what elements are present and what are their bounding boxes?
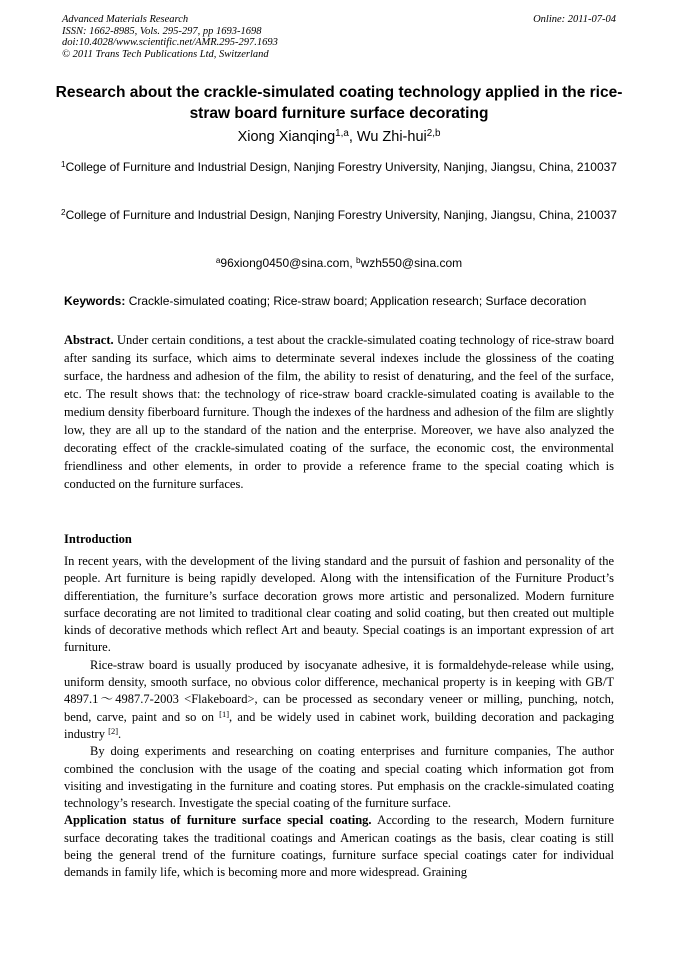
affiliation-2 — [58, 204, 620, 226]
online-date: Online: 2011-07-04 — [533, 14, 616, 25]
author-superscript: 2,b — [426, 128, 441, 140]
abstract-text: Under certain conditions, a test about the crackle-simulated coating technology of rice-straw board after sanding its surface, which aims to determinate several indexes include the glossiness of the coating surface, the hardness and adhesion of the film, the ability to resist of denaturing, and the feel of the surface, etc. The result shows that: the technology of rice-straw board crackle-simulated coating is available to the medium density fiberboard furniture. Though the indexes of the hardness and adhesion of the film are slightly low, they are all up to the standard of the nation and the enterprise. Moreover, we have also analyzed the decorating effect of the crackle-simulated coating of the surface, the economic cost, the environmental friendliness and other elements, in order to provide a reference frame to the special coating which is conducted on the furniture surfaces. — [64, 333, 614, 491]
author-name: Wu Zhi-hui — [356, 129, 427, 145]
paragraph-text: . — [118, 726, 122, 741]
citation-ref[interactable]: [2] — [108, 725, 119, 736]
journal-name: Advanced Materials Research — [62, 14, 189, 25]
introduction-body — [64, 553, 614, 882]
email-address[interactable]: 96xiong0450@sina.com — [220, 256, 350, 270]
affiliation-superscript: 1 — [61, 159, 66, 169]
email-separator: , — [349, 256, 357, 270]
subsection-heading: Application status of furniture surface special coating. — [64, 813, 372, 828]
keywords-label: Keywords: — [64, 294, 126, 308]
paragraph: In recent years, with the development of the living standard and the pursuit of fashion and personality of the people. Art furniture is being rapidly developed. Along with the intensification of the Furniture Product’s differentiation, the furniture’s surface decoration grows more artistic and personalized. Modern furniture surface decorating are not limited to traditional clear coating and solid coating, but then created out multiple kinds of decorative methods which reflect Art and beauty. Special coatings is an important expression of art furniture. — [64, 554, 614, 655]
abstract — [64, 331, 614, 493]
affiliation-text: College of Furniture and Industrial Design, Nanjing Forestry University, Nanjing, Jiangsu, China, 210037 — [65, 160, 617, 174]
paragraph — [64, 812, 614, 881]
section-heading-introduction: Introduction — [64, 532, 132, 546]
email-line — [58, 253, 620, 273]
affiliation-text: College of Furniture and Industrial Design, Nanjing Forestry University, Nanjing, Jiangsu, China, 210037 — [65, 208, 617, 222]
issn-line: ISSN: 1662-8985, Vols. 295-297, pp 1693-1698 — [62, 25, 262, 37]
journal-header — [62, 14, 616, 60]
email-superscript: a — [215, 255, 221, 265]
paper-title: Research about the crackle-simulated coating technology applied in the rice-straw board furniture surface decorating — [55, 84, 623, 122]
paragraph-text: Rice-straw board is usually produced by isocyanate adhesive, it is formaldehyde-release while using, uniform density, smooth surface, no obvious color difference, mechanical property is in keeping with GB/T 4897.1～4987.7-2003 <Flakeboard>, can be processed as secondary veneer or milling, punching, notch, bend, carve, paint and so on — [64, 657, 614, 724]
citation-ref[interactable]: [1] — [219, 708, 230, 719]
author-line — [50, 127, 628, 147]
paragraph-text: According to the research, Modern furniture surface decorating takes the traditional coatings and American coatings as the basis, clear coating is still being the general trend of the furniture coatings, furniture surface special coatings cater for individual demands in family life, which is becoming more and more widespread. Graining — [64, 813, 614, 880]
affiliation-1 — [58, 156, 620, 178]
affiliation-superscript: 2 — [61, 207, 66, 217]
copyright-line: © 2011 Trans Tech Publications Ltd, Switzerland — [62, 48, 269, 60]
keywords-text: Crackle-simulated coating; Rice-straw board; Application research; Surface decoration — [125, 294, 587, 308]
author-superscript: 1,a — [335, 128, 349, 140]
author-name: Xiong Xianqing — [237, 129, 336, 145]
abstract-label: Abstract. — [64, 333, 114, 347]
email-superscript: b — [356, 255, 361, 265]
paragraph — [64, 657, 614, 743]
paragraph-text: , and be widely used in cabinet work, building decoration and packaging industry — [64, 709, 614, 741]
email-address[interactable]: wzh550@sina.com — [360, 256, 463, 270]
doi-line: doi:10.4028/www.scientific.net/AMR.295-297.1693 — [62, 37, 278, 48]
paragraph: By doing experiments and researching on coating enterprises and furniture companies, The author combined the conclusion with the usage of the coating and special coating which information got from visiting and investigating in the furniture and coating stores. Put emphasis on the crackle-simulated coating technology’s research. Investigate the special coating of the furniture surface. — [64, 744, 614, 811]
keywords — [64, 292, 616, 310]
author-separator: , — [348, 129, 357, 145]
